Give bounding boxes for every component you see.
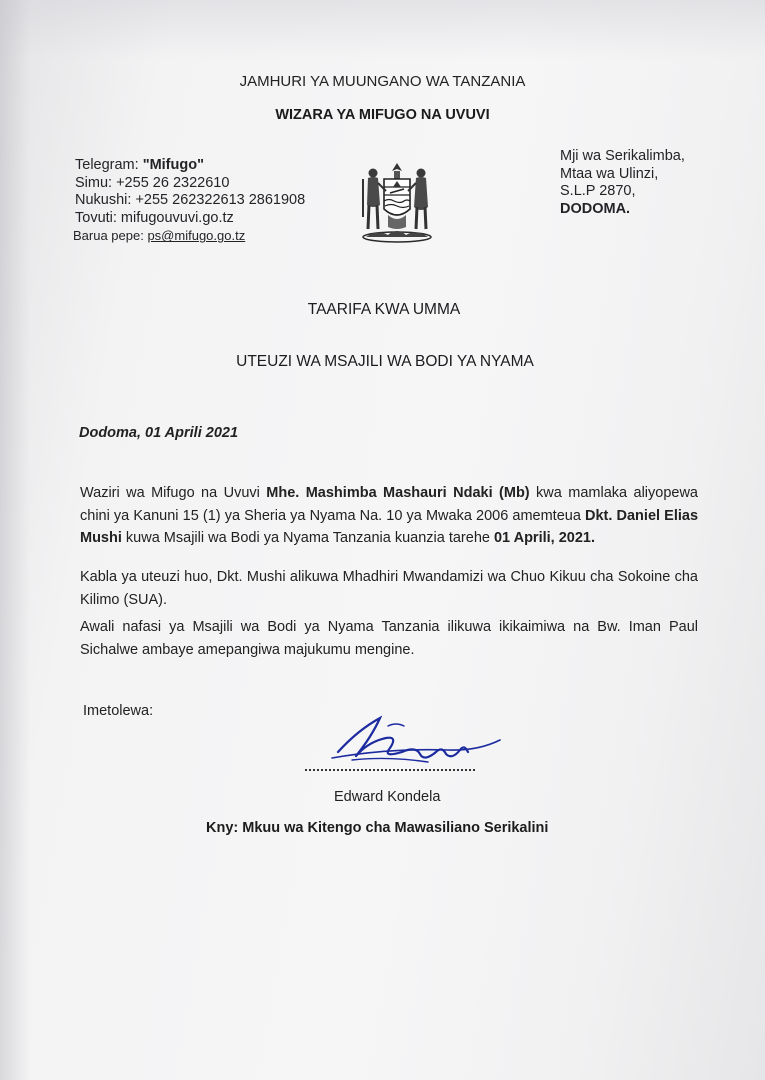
effective-date: 01 Aprili, 2021. (493, 530, 596, 546)
address-city: DODOMA. (560, 200, 631, 217)
email-label: Barua pepe: (73, 228, 148, 244)
p1-text-c: kwa mamlaka aliyopewa chini ya Kanuni 15 (1) ya Sheria ya Nyama Na. 10 ya Mwaka 2006 amemteua (80, 485, 698, 524)
telegram-line (75, 157, 305, 175)
subject-heading: UTEUZI WA MSAJILI WA BODI YA NYAMA (236, 353, 534, 370)
email-link[interactable]: ps@mifugo.go.tz (147, 228, 246, 244)
paragraph-appointment (80, 482, 698, 550)
website-line: Tovuti: mifugouvuvi.go.tz (75, 209, 234, 226)
minister-name: Mhe. Mashimba Mashauri Ndaki (Mb) (266, 485, 530, 501)
signature-image (328, 712, 504, 772)
p1-text-a: Waziri wa Mifugo na Uvuvi (80, 485, 267, 501)
paper-shadow-left (0, 0, 30, 1080)
contact-block-right (560, 148, 685, 218)
republic-title: JAMHURI YA MUUNGANO WA TANZANIA (239, 73, 526, 90)
p1-text-e: kuwa Msajili wa Bodi ya Nyama Tanzania kuanzia tarehe (121, 530, 494, 546)
contact-block-left (75, 157, 305, 245)
telegram-label: Telegram: (75, 157, 143, 173)
ministry-title: WIZARA YA MIFUGO NA UVUVI (275, 107, 490, 123)
fax-line: Nukushi: +255 262322613 2861908 (75, 192, 306, 209)
telegram-value: "Mifugo" (142, 157, 204, 173)
date-line: Dodoma, 01 Aprili 2021 (79, 425, 239, 441)
paper-shadow-top (0, 0, 765, 60)
coat-of-arms-icon (358, 157, 436, 243)
address-line-2: Mtaa wa Ulinzi, (560, 165, 659, 182)
notice-heading: TAARIFA KWA UMMA (307, 301, 461, 318)
phone-line: Simu: +255 26 2322610 (75, 174, 230, 191)
appointee-name: Dkt. Daniel Elias Mushi (80, 507, 699, 546)
issued-by-label: Imetolewa: (83, 703, 154, 719)
paragraph-previous-holder: Awali nafasi ya Msajili wa Bodi ya Nyama Tanzania ilikuwa ikikaimiwa na Bw. Iman Paul Sichalwe ambaye amepangiwa majukumu mengine. (80, 619, 698, 658)
signer-title: Kny: Mkuu wa Kitengo cha Mawasiliano Serikalini (206, 820, 549, 836)
email-line (73, 227, 305, 245)
signer-name: Edward Kondela (334, 789, 441, 805)
paragraph-background: Kabla ya uteuzi huo, Dkt. Mushi alikuwa Mhadhiri Mwandamizi wa Chuo Kikuu cha Sokoine cha Kilimo (SUA). (80, 569, 698, 608)
address-line-1: Mji wa Serikalimba, (560, 148, 685, 164)
address-line-3: S.L.P 2870, (560, 183, 636, 199)
signature-line (305, 767, 475, 771)
